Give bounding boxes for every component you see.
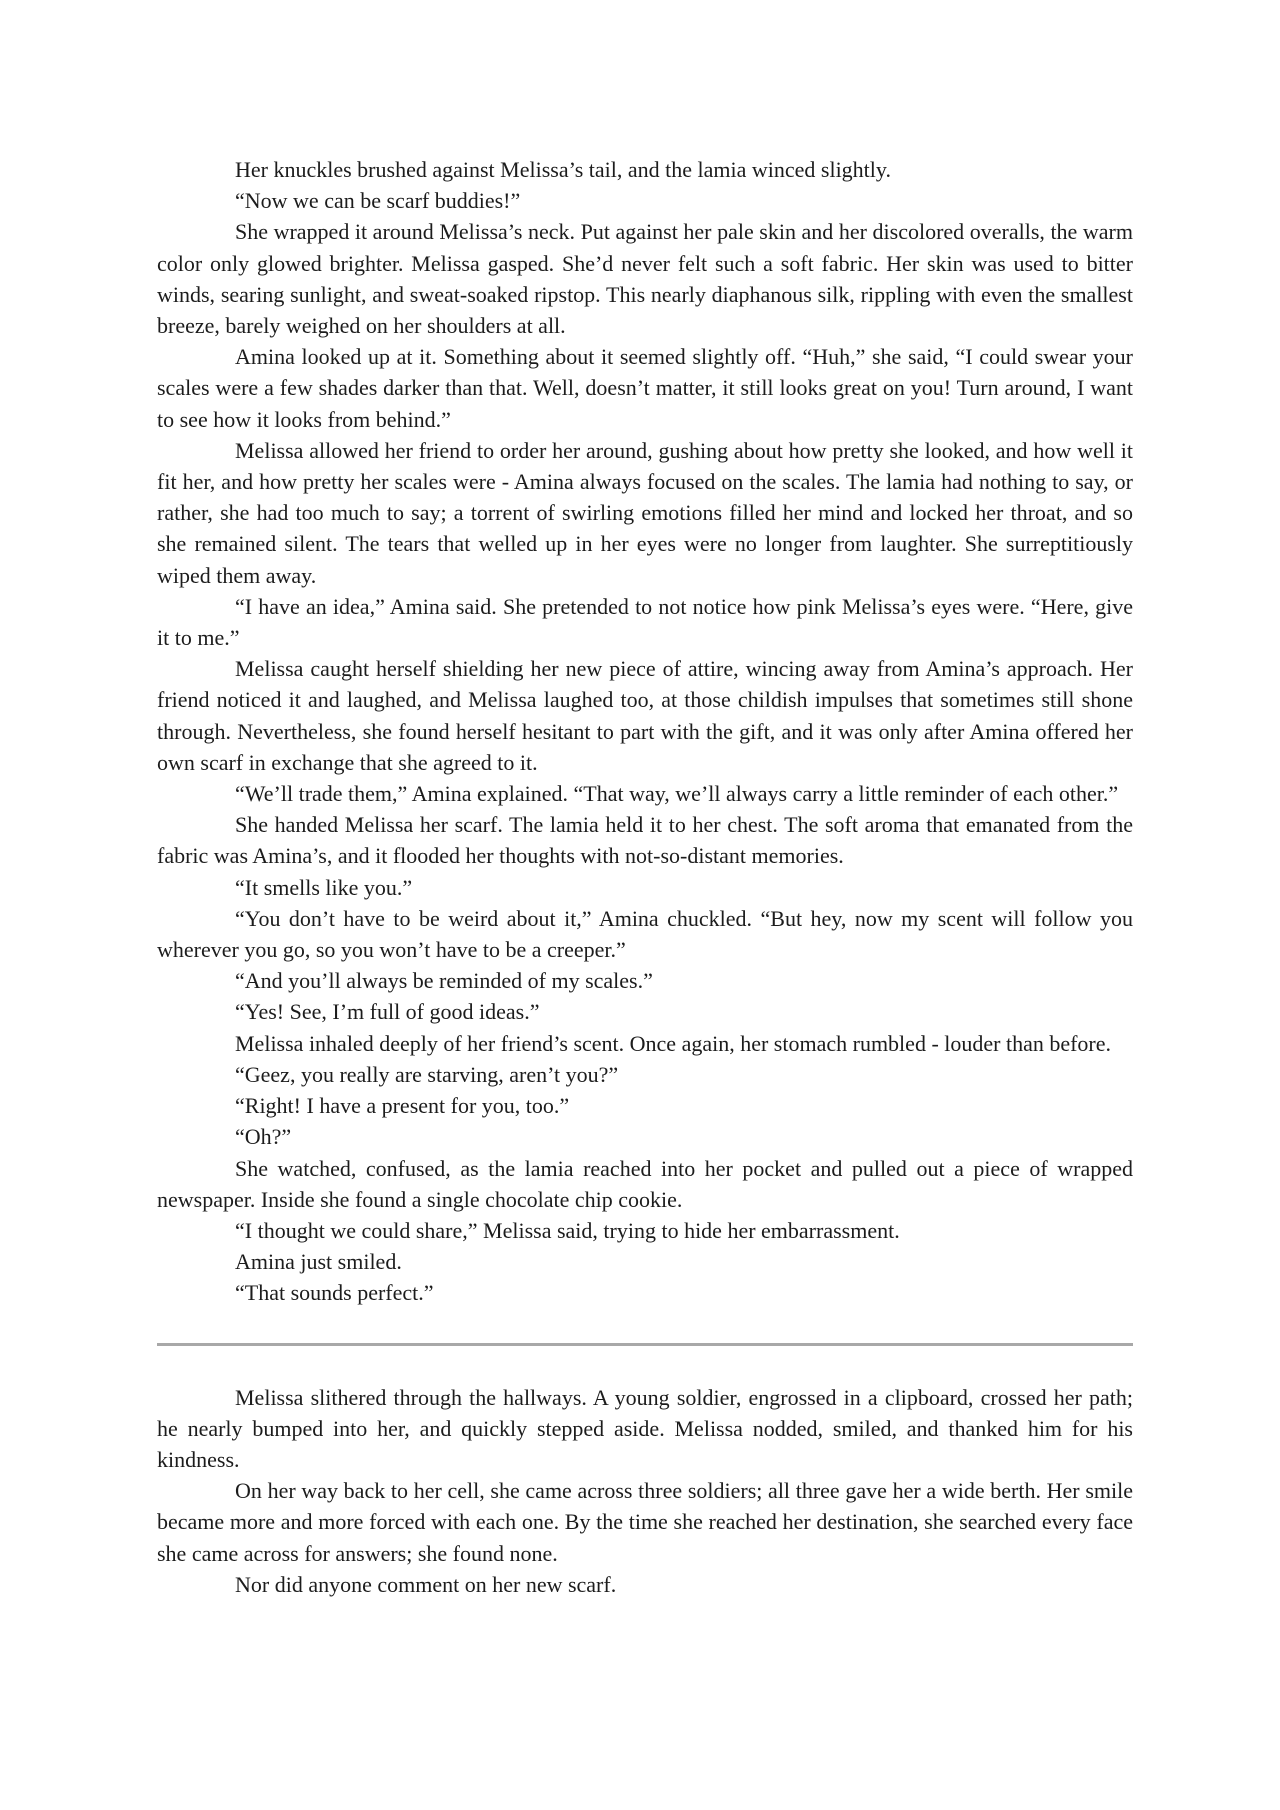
paragraph: “I thought we could share,” Melissa said, trying to hide her embarrassment. [235, 1217, 900, 1243]
paragraph: “It smells like you.” [235, 874, 413, 900]
paragraph: Melissa caught herself shielding her new piece of attire, wincing away from Amina’s approach. Her friend noticed it and laughed, and Melissa laughed too, at those childish impulses that sometimes still shone through. Nevertheless, she found herself hesitant to part with the gift, and it was only after Amina offered her own scarf in exchange that she agreed to it. [157, 656, 1133, 775]
section-one [157, 154, 1133, 1309]
paragraph: “I have an idea,” Amina said. She pretended to not notice how pink Melissa’s eyes were. “Here, give it to me.” [157, 593, 1133, 651]
paragraph: “We’ll trade them,” Amina explained. “That way, we’ll always carry a little reminder of each other.” [235, 781, 1119, 807]
paragraph: On her way back to her cell, she came across three soldiers; all three gave her a wide berth. Her smile became more and more forced with each one. By the time she reached her destination, she searched every face she came across for answers; she found none. [157, 1478, 1133, 1566]
paragraph: Nor did anyone comment on her new scarf. [235, 1571, 617, 1597]
paragraph: Melissa inhaled deeply of her friend’s scent. Once again, her stomach rumbled - louder than before. [235, 1030, 1112, 1056]
paragraph: She handed Melissa her scarf. The lamia held it to her chest. The soft aroma that emanated from the fabric was Amina’s, and it flooded her thoughts with not-so-distant memories. [157, 812, 1133, 869]
section-divider [157, 1343, 1133, 1346]
paragraph: “Now we can be scarf buddies!” [235, 188, 521, 214]
document-page [157, 154, 1133, 1600]
paragraph: “Geez, you really are starving, aren’t you?” [235, 1061, 619, 1087]
paragraph: “You don’t have to be weird about it,” Amina chuckled. “But hey, now my scent will follow you wherever you go, so you won’t have to be a creeper.” [157, 905, 1133, 963]
paragraph: She watched, confused, as the lamia reached into her pocket and pulled out a piece of wrapped newspaper. Inside she found a single chocolate chip cookie. [157, 1155, 1133, 1212]
paragraph: “Right! I have a present for you, too.” [235, 1093, 570, 1119]
paragraph: She wrapped it around Melissa’s neck. Put against her pale skin and her discolored overalls, the warm color only glowed brighter. Melissa gasped. She’d never felt such a soft fabric. Her skin was used to bitter winds, searing sunlight, and sweat-soaked ripstop. This nearly diaphanous silk, rippling with even the smallest breeze, barely weighed on her shoulders at all. [157, 219, 1133, 339]
paragraph: Melissa allowed her friend to order her around, gushing about how pretty she looked, and how well it fit her, and how pretty her scales were - Amina always focused on the scales. The lamia had nothing to say, or rather, she had too much to say; a torrent of swirling emotions filled her mind and locked her throat, and so she remained silent. The tears that welled up in her eyes were no longer from laughter. She surreptitiously wiped them away. [157, 437, 1133, 588]
paragraph: “And you’ll always be reminded of my scales.” [235, 968, 653, 994]
paragraph: Amina just smiled. [235, 1249, 402, 1275]
paragraph: “That sounds perfect.” [235, 1280, 434, 1306]
paragraph: Melissa slithered through the hallways. A young soldier, engrossed in a clipboard, crossed her path; he nearly bumped into her, and quickly stepped aside. Melissa nodded, smiled, and thanked him for his kindness. [157, 1384, 1133, 1472]
paragraph: “Yes! See, I’m full of good ideas.” [235, 999, 540, 1025]
section-two [157, 1382, 1133, 1600]
paragraph: Her knuckles brushed against Melissa’s tail, and the lamia winced slightly. [235, 157, 891, 182]
paragraph: Amina looked up at it. Something about it seemed slightly off. “Huh,” she said, “I could swear your scales were a few shades darker than that. Well, doesn’t matter, it still looks great on you! Turn around, I want to see how it looks from behind.” [157, 344, 1133, 432]
paragraph: “Oh?” [235, 1124, 292, 1150]
